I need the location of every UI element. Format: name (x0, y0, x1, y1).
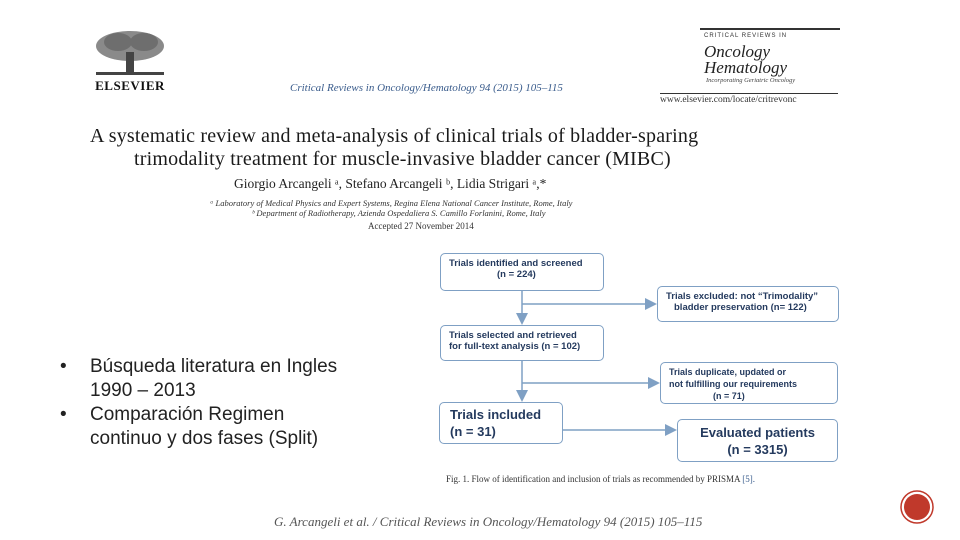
journal-subtitle: Incorporating Geriatric Oncology (706, 77, 796, 84)
article-title-line-2: trimodality treatment for muscle-invasive bladder cancer (MIBC) (134, 148, 671, 170)
article-authors: Giorgio Arcangeli ᵃ, Stefano Arcangeli ᵇ, Lidia Strigari ᵃ,* (234, 176, 547, 191)
accepted-date: Accepted 27 November 2014 (368, 221, 474, 231)
affiliation-a: ᵃ Laboratory of Medical Physics and Expert Systems, Regina Elena National Cancer Institute, Rome, Italy (210, 198, 573, 208)
figure-caption-reference: [5]. (742, 474, 755, 484)
flow-box-count: (n = 71) (713, 391, 745, 401)
article-title-line-1: A systematic review and meta-analysis of clinical trials of bladder-sparing (90, 125, 699, 147)
flow-box-label: Trials duplicate, updated or (669, 367, 787, 377)
flow-box-label-continued: for full-text analysis (n = 102) (449, 341, 581, 352)
flow-box-selected (440, 325, 604, 361)
footer-citation: G. Arcangeli et al. / Critical Reviews in Oncology/Hematology 94 (2015) 105–115 (274, 514, 703, 529)
figure-caption (446, 474, 755, 484)
journal-name-line-2: Hematology (704, 58, 788, 77)
flow-box-identified (440, 253, 604, 291)
bullet-item (60, 355, 420, 403)
flow-box-label: Evaluated patients (700, 425, 815, 440)
flow-box-duplicate (660, 362, 838, 404)
bullet-text-continued: 1990 – 2013 (90, 380, 196, 401)
flow-box-label: Trials excluded: not “Trimodality” (666, 291, 819, 302)
bullet-text: Comparación Regimen (90, 404, 285, 425)
bullet-marker: • (60, 356, 67, 377)
publisher-name: ELSEVIER (95, 78, 165, 93)
bullet-item (60, 403, 420, 451)
flow-box-count: (n = 31) (450, 424, 496, 439)
flow-box-label: Trials selected and retrieved (449, 330, 577, 341)
bullet-text: Búsqueda literatura en Ingles (90, 356, 338, 377)
flow-box-label-continued: bladder preservation (n= 122) (674, 302, 807, 313)
journal-name-line-1: Oncology (704, 42, 771, 61)
flow-box-label: Trials included (450, 407, 542, 422)
flow-box-label: Trials identified and screened (449, 258, 583, 269)
flow-box-evaluated (677, 419, 838, 462)
flow-box-count: (n = 3315) (727, 442, 788, 457)
affiliation-b: ᵇ Department of Radiotherapy, Azienda Ospedaliera S. Camillo Forlanini, Rome, Italy (252, 208, 546, 218)
bullet-marker: • (60, 404, 67, 425)
journal-url: www.elsevier.com/locate/critrevonc (660, 93, 838, 105)
flow-box-count: (n = 224) (497, 269, 536, 280)
slide-number-badge (900, 490, 934, 524)
flow-box-excluded (657, 286, 839, 322)
bullet-list (60, 355, 420, 451)
journal-kicker: CRITICAL REVIEWS IN (704, 33, 788, 39)
bullet-text-continued: continuo y dos fases (Split) (90, 428, 319, 449)
figure-caption-text: Fig. 1. Flow of identification and inclusion of trials as recommended by PRISMA (446, 474, 740, 484)
flow-box-label-continued: not fulfilling our requirements (669, 379, 797, 389)
flow-box-included (439, 402, 563, 444)
journal-citation: Critical Reviews in Oncology/Hematology 94 (2015) 105–115 (290, 82, 563, 94)
